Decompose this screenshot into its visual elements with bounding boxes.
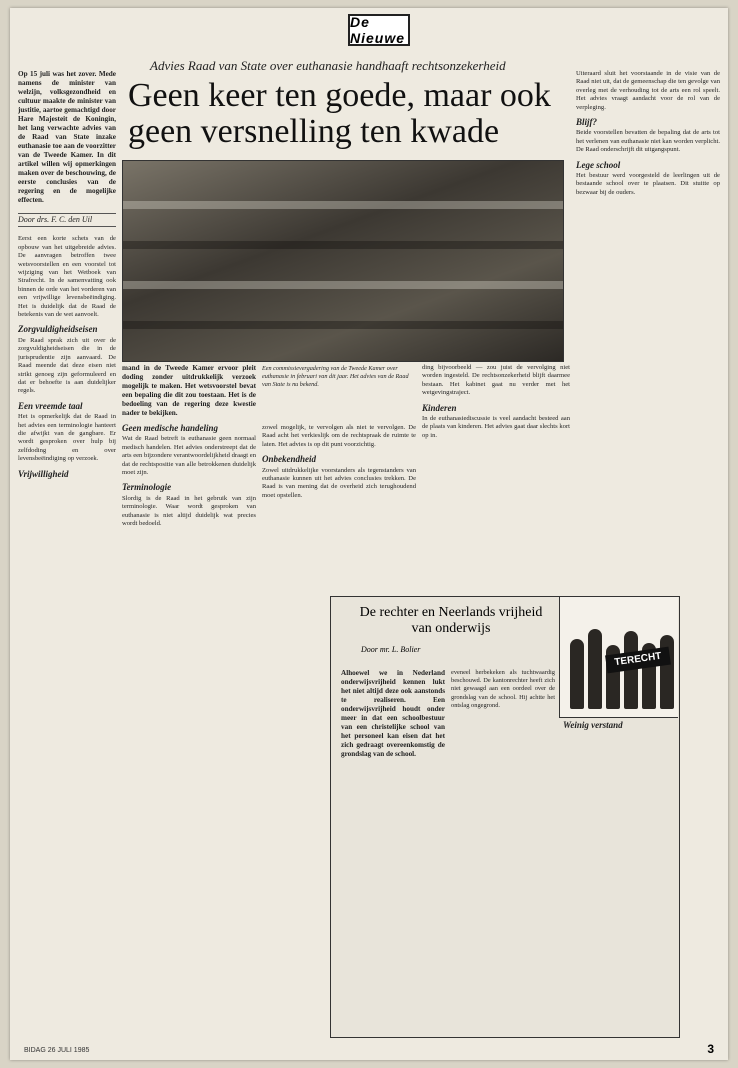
subheading: Geen medische handeling — [122, 423, 218, 433]
body-text: Alhoewel we in Nederland onderwijsvrijheid kennen lukt het niet altijd deze ook aanstonds te realiseren. Een onderwijsvrijheid houdt onder meer in dat een schoolbestuur van een christelijke school van het personeel kan eisen dat het zich gedraagt overeenkomstig de grondslag van de school. — [341, 669, 445, 758]
body-text: ding bijvoorbeeld — zou juist de vervolging niet worden ingesteld. De rechtsonzekerheid blijft daarmee bestaan. Het kabinet gaat nu verder met het wetgevingstraject. — [422, 364, 570, 397]
sidebar-byline: Door mr. L. Bolier — [361, 645, 421, 654]
body-text: eveneel herbekeken als tuchtwaardig beschouwd. De kantonrechter heeft zich niet gewaagd aan een oordeel over de grondslag van de school. Hij achtte het ontslag ongegrond. — [451, 669, 555, 709]
article-lead: Op 15 juli was het zover. Mede namens de minister van welzijn, volksgezondheid en cultuur maakte de minister van justitie, aartoe gemachtigd door Hare Majesteit de Koningin, het lang verwachte advies van de Raad van State inzake euthanasie toe aan de voorzitter van de Tweede Kamer. In dit artikel willen wij opmerkingen maken over de beschouwing, de eerste conclusies van de regering en de mogelijke effecten. — [18, 70, 116, 204]
sidebar-headline: De rechter en Neerlands vrijheid van onderwijs — [359, 605, 543, 636]
body-text: mand in de Tweede Kamer ervoor pleit doding zonder uitdrukkelijk verzoek mogelijk te maken. Het wetsvoorstel bevat een bepaling die dit zou toestaan. Het is de bedoeling van de regering deze kwestie nader te bekijken. — [122, 364, 256, 417]
body-text: Het is opmerkelijk dat de Raad in het advies een terminologie hanteert die afwijkt van de gangbare. Er wordt gesproken over hulp bij zelfdoding en over levensbeëindiging op verzoek. — [18, 413, 116, 463]
cartoon-sign: TERECHT — [605, 647, 671, 674]
subheading: Lege school — [576, 159, 621, 170]
subheading: Terminologie — [122, 482, 172, 493]
body-text: Het bestuur werd voorgesteld de leerlingen uit de bestaande school over te plaatsen. Dit stuitte op bezwaar bij de ouders. — [576, 172, 720, 196]
article-column-5 — [576, 70, 720, 590]
subheading: Zorgvuldigheidseisen — [18, 324, 98, 335]
subheading: Kinderen — [422, 402, 457, 413]
article-kicker: Advies Raad van State over euthanasie handhaaft rechtsonzekerheid — [150, 58, 506, 73]
subheading: Onbekendheid — [262, 454, 316, 465]
sidebar-column-1 — [341, 669, 445, 1029]
article-photo — [122, 160, 564, 362]
sidebar-box — [330, 596, 680, 1038]
body-text: Beide voorstellen bevatten de bepaling dat de arts tot het verlenen van euthanasie niet kan worden verplicht. De Raad onderschrijft dit uitgangspunt. — [576, 129, 720, 154]
subheading: Weinig verstand — [563, 721, 623, 730]
footer-dateline: BIDAG 26 JULI 1985 — [24, 1047, 90, 1054]
body-text: zowel mogelijk, te vervolgen als niet te vervolgen. De Raad acht het verkieslijk om de rechtspraak de ruimte te laten. Het advies is op dit punt voorzichtig. — [262, 424, 416, 448]
article-column-3 — [262, 424, 416, 594]
body-text: Wat de Raad betreft is euthanasie geen normaal medisch handelen. Het advies onderstreept dat de arts een bijzondere verantwoordelijkheid draagt en dat de rechtspositie van alle betrokkenen duidelijk moet zijn. — [122, 435, 256, 477]
body-text: Slordig is de Raad in het gebruik van zijn terminologie. Waar wordt gesproken van euthanasie is niet altijd duidelijk wat precies wordt bedoeld. — [122, 494, 256, 528]
photo-caption: Een commissievergadering van de Tweede Kamer over euthanasie in februari van dit jaar. Het advies van de Raad van State is nu bekend. — [262, 365, 409, 388]
subheading: Een vreemde taal — [18, 400, 83, 411]
sidebar-column-3 — [563, 721, 669, 1021]
body-text: De Raad sprak zich uit over de zorgvuldigheidseisen die in de jurisprudentie zijn aanvaard. De Raad meende dat deze eisen niet strikt genoeg zijn geformuleerd en dat er behoefte is aan duidelijker regels. — [18, 336, 116, 395]
cartoon-image — [559, 597, 678, 718]
sidebar-column-2 — [451, 669, 555, 1029]
body-text: Zowel uitdrukkelijke voorstanders als tegenstanders van euthanasie kunnen uit het advies conclusies trekken. De Raad is van mening dat de overheid zich terughoudend moet opstellen. — [262, 466, 416, 499]
subheading: Blijf? — [576, 117, 598, 128]
page-number: 3 — [707, 1042, 714, 1056]
body-text: In de euthanasiediscussie is veel aandacht besteed aan de plaats van kinderen. Het advies gaat daar slechts kort op in. — [422, 415, 570, 439]
article-column-1 — [18, 70, 116, 1040]
article-column-2 — [122, 364, 256, 1040]
article-byline: Door drs. F. C. den Uil — [18, 213, 116, 227]
newspaper-page — [10, 8, 728, 1060]
body-text: Eerst een korte schets van de opbouw van het uitgebreide advies. De aanvragen betroffen twee wetsvoorstellen en een voorstel tot wijziging van het Wetboek van Strafrecht. In de samenvatting ook binnen de orde van het vorderen van een vrijwillige levensbeëindiging. Het is duidelijk dat de Raad de betekenis van de wet aanvoelt. — [18, 235, 116, 319]
article-headline: Geen keer ten goede, maar ook geen versnelling ten kwade — [128, 77, 551, 150]
body-text: Uiteraard sluit het voorstaande in de visie van de Raad niet uit, dat de gemeenschap die ten gevolge van overleg met de verhouding tot de arts een rol speelt. Het advies vraagt aandacht voor de rol van de verpleging. — [576, 70, 720, 111]
subheading: Vrijwilligheid — [18, 468, 69, 479]
article-column-4 — [422, 364, 570, 592]
masthead-logo: De Nieuwe — [348, 14, 410, 46]
